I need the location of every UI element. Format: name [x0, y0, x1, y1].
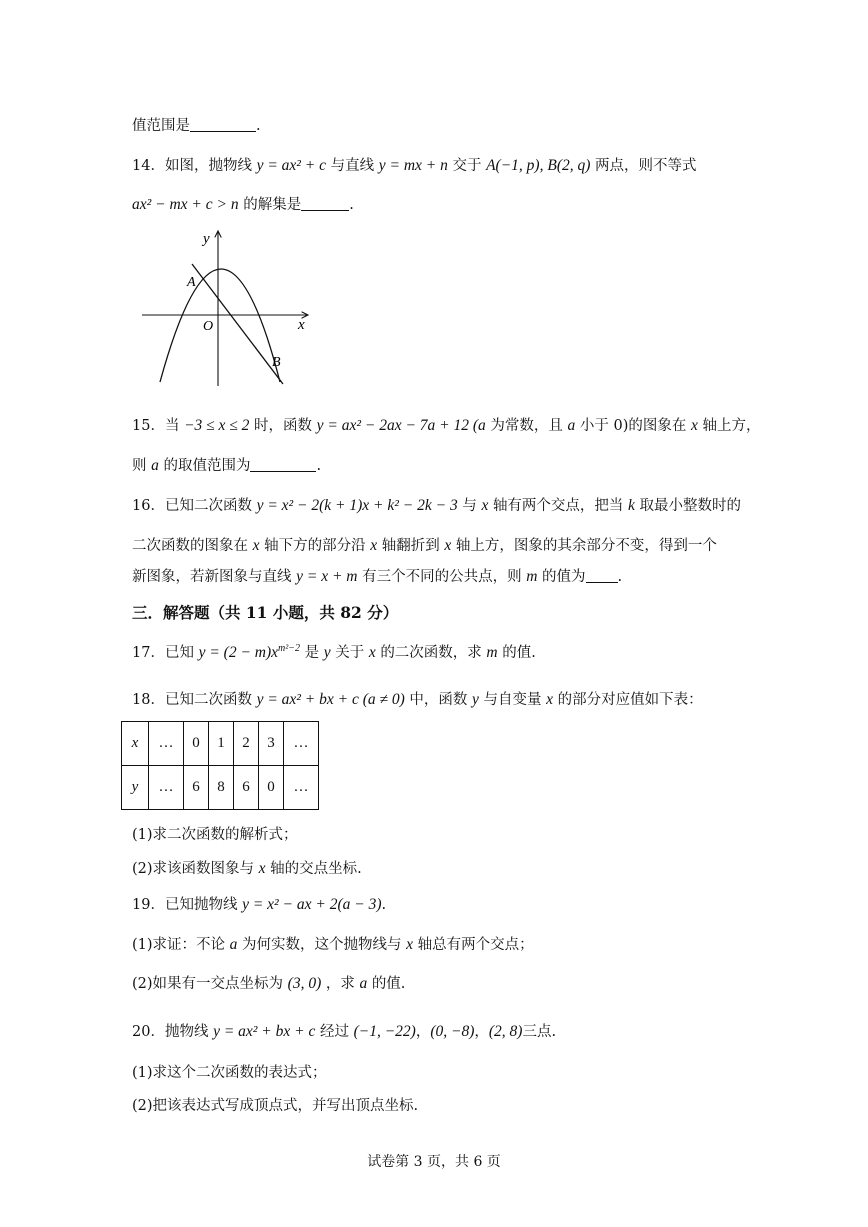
q13-tail: 值范围是 . [132, 118, 261, 134]
q19-part-2: (2)如果有一交点坐标为 (3, 0) ，求 a 的值. [132, 975, 406, 992]
q14-line-1: 14．如图，抛物线 y = ax² + c 与直线 y = mx + n 交于 A(−1, p), B(2, q) 两点，则不等式 [132, 157, 697, 174]
x-axis-label: x [298, 317, 305, 333]
q15-line-1: 15．当 −3 ≤ x ≤ 2 时，函数 y = ax² − 2ax − 7a + 12 (a 为常数，且 a 小于 0)的图象在 x 轴上方， [132, 417, 761, 434]
q18-part-2: (2)求该函数图象与 x 轴的交点坐标. [132, 860, 362, 877]
answer-blank [586, 582, 618, 583]
q18-line: 18．已知二次函数 y = ax² + bx + c (a ≠ 0) 中，函数 y 与自变量 x 的部分对应值如下表： [132, 691, 703, 708]
value-table [121, 721, 319, 810]
page-footer: 试卷第 3 页，共 6 页 [367, 1154, 501, 1170]
q20-part-2: (2)把该表达式写成顶点式，并写出顶点坐标. [132, 1098, 419, 1114]
parabola-curve [160, 269, 280, 382]
y-axis-label: y [203, 231, 210, 247]
q16-line-1: 16．已知二次函数 y = x² − 2(k + 1)x + k² − 2k − 3 与 x 轴有两个交点，把当 k 取最小整数时的 [132, 497, 742, 514]
q15-line-2: 则 a 的取值范围为 . [132, 457, 322, 474]
q19-line: 19．已知抛物线 y = x² − ax + 2(a − 3). [132, 896, 387, 913]
answer-blank [301, 210, 349, 211]
q20-line: 20．抛物线 y = ax² + bx + c 经过 (−1, −22)，(0, −8)，(2, 8)三点. [132, 1023, 557, 1040]
q19-part-1: (1)求证：不论 a 为何实数，这个抛物线与 x 轴总有两个交点； [132, 936, 534, 953]
q16-line-3: 新图象，若新图象与直线 y = x + m 有三个不同的公共点，则 m 的值为 . [132, 568, 623, 585]
answer-blank [250, 471, 316, 472]
table-row-y: y … 6 8 6 0 … [122, 766, 319, 810]
parabola-line-graph [130, 226, 320, 391]
section-heading: 三．解答题（共 11 小题，共 82 分） [132, 603, 399, 622]
origin-label: O [203, 319, 214, 334]
q16-line-2: 二次函数的图象在 x 轴下方的部分沿 x 轴翻折到 x 轴上方，图象的其余部分不变，得到一个 [132, 537, 717, 554]
answer-blank [190, 131, 256, 132]
q20-part-1: (1)求这个二次函数的表达式； [132, 1065, 327, 1081]
q17-line: 17．已知 $y = (2 - m)x^{m^2-2}$ 是 y 关于 x 的二次函数，求 m 的值. [132, 643, 536, 661]
point-a-label: A [187, 275, 196, 290]
table-row-x: x … 0 1 2 3 … [122, 722, 319, 766]
q18-part-1: (1)求二次函数的解析式； [132, 827, 298, 843]
point-b-label: B [272, 355, 281, 370]
q14-line-2: ax² − mx + c > n 的解集是 . [132, 196, 354, 213]
